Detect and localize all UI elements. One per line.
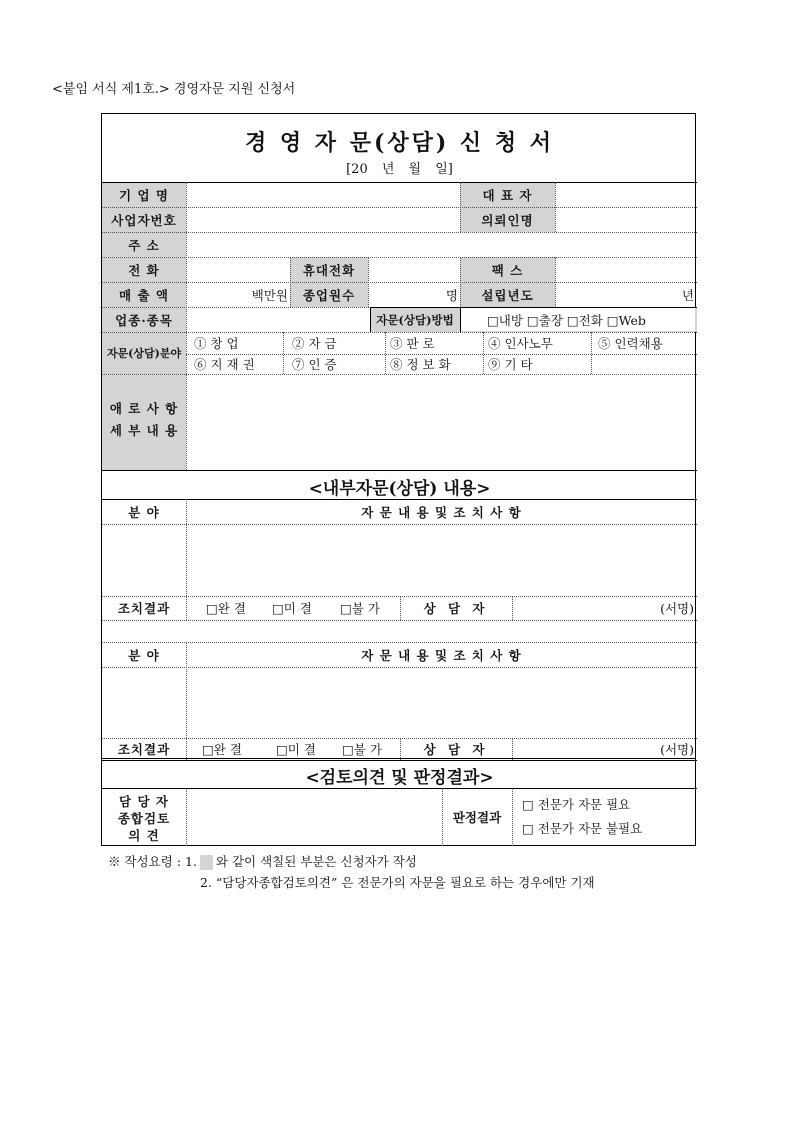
fax-field[interactable]	[556, 258, 696, 281]
field-option-9[interactable]: ⑨ 기 타	[488, 357, 533, 372]
result-1-complete[interactable]: □완 결	[206, 601, 246, 616]
field-option-7[interactable]: ⑦ 인 증	[292, 357, 337, 372]
label-field-1: 분 야	[128, 504, 160, 520]
field-option-8[interactable]: ⑧ 정 보 화	[390, 357, 451, 372]
field-option-4[interactable]: ④ 인사노무	[488, 336, 553, 351]
shade-swatch	[200, 855, 213, 870]
opinion-label-line-2: 종합검토	[117, 811, 171, 826]
decision-expert-needed[interactable]: □ 전문가 자문 필요	[522, 797, 631, 812]
label-fax: 팩 스	[491, 262, 524, 278]
label-content-2: 자 문 내 용 및 조 치 사 항	[361, 647, 522, 663]
label-employees: 종업원수	[302, 287, 356, 303]
method-options[interactable]: □내방 □출장 □전화 □Web	[487, 312, 646, 328]
label-requester: 의뢰인명	[481, 212, 534, 228]
label-representative: 대 표 자	[482, 187, 533, 203]
note-prefix: ※ 작성요령 :	[108, 854, 181, 869]
form-title: 경 영 자 문(상담) 신 청 서	[244, 130, 555, 156]
note-1-number: 1.	[184, 854, 197, 869]
note-line-2: 2. “담당자종합검토의견” 은 전문가의 자문을 필요로 하는 경우에만 기재	[200, 875, 595, 890]
result-2-complete[interactable]: □완 결	[202, 742, 242, 757]
company-name-field[interactable]	[187, 183, 459, 206]
note-1-text: 와 같이 색칠된 부분은 신청자가 작성	[215, 854, 417, 869]
internal-section-title: <내부자문(상담) 내용>	[308, 479, 491, 499]
form-caption: <붙임 서식 제1호.> 경영자문 지원 신청서	[52, 82, 296, 97]
field-input-2[interactable]	[102, 668, 186, 737]
field-option-5[interactable]: ⑤ 인력채용	[598, 336, 663, 351]
label-counselor-2: 상 담 자	[423, 742, 489, 757]
label-consult-method: 자문(상담)방법	[376, 312, 454, 327]
date-line: [20 년 월 일]	[346, 162, 453, 177]
content-input-1[interactable]	[187, 525, 696, 595]
opinion-label-line-1: 담 당 자	[119, 794, 169, 809]
label-mobile: 휴대전화	[302, 262, 356, 278]
result-2-impossible[interactable]: □불 가	[342, 742, 382, 757]
mobile-field[interactable]	[369, 258, 459, 281]
founded-unit: 년	[681, 287, 694, 303]
label-founded: 설립년도	[481, 287, 534, 303]
phone-field[interactable]	[187, 258, 289, 281]
application-form	[101, 113, 696, 759]
industry-field[interactable]	[187, 308, 369, 331]
field-option-1[interactable]: ① 창 업	[194, 336, 239, 351]
label-content-1: 자 문 내 용 및 조 치 사 항	[361, 504, 522, 520]
field-input-1[interactable]	[102, 525, 186, 595]
employees-unit: 명	[445, 287, 458, 303]
opinion-field[interactable]	[187, 789, 441, 845]
field-option-2[interactable]: ② 자 금	[292, 336, 337, 351]
business-no-field[interactable]	[187, 208, 459, 231]
label-sales: 매 출 액	[119, 287, 169, 303]
label-difficulty-2: 세 부 내 용	[109, 423, 179, 438]
label-result-1: 조치결과	[117, 601, 171, 616]
result-2-incomplete[interactable]: □미 결	[276, 742, 316, 757]
label-field-2: 분 야	[128, 647, 160, 663]
label-decision: 판정결과	[452, 810, 502, 825]
field-option-6[interactable]: ⑥ 지 재 권	[194, 357, 255, 372]
result-1-impossible[interactable]: □불 가	[340, 601, 380, 616]
sales-unit: 백만원	[251, 287, 288, 303]
review-section-title: <검토의견 및 판정결과>	[305, 768, 494, 788]
label-consult-field: 자문(상담)분야	[106, 347, 182, 360]
opinion-label-line-3: 의 견	[128, 828, 160, 843]
label-difficulty-1: 애 로 사 항	[109, 401, 179, 416]
review-section	[101, 759, 696, 846]
field-option-3[interactable]: ③ 판 로	[390, 336, 435, 351]
label-address: 주 소	[128, 237, 160, 253]
label-business-no: 사업자번호	[111, 212, 177, 228]
label-phone: 전 화	[128, 262, 160, 278]
label-industry: 업종·종목	[115, 312, 173, 328]
result-1-incomplete[interactable]: □미 결	[272, 601, 312, 616]
difficulty-detail-field[interactable]	[187, 375, 696, 469]
signature-2[interactable]: (서명)	[660, 742, 694, 757]
address-field[interactable]	[187, 233, 696, 256]
content-input-2[interactable]	[187, 668, 696, 737]
signature-1[interactable]: (서명)	[660, 601, 694, 616]
note-line-1	[108, 852, 417, 870]
label-result-2: 조치결과	[117, 742, 171, 757]
decision-expert-not-needed[interactable]: □ 전문가 자문 불필요	[522, 821, 643, 836]
requester-field[interactable]	[556, 208, 696, 231]
label-counselor-1: 상 담 자	[423, 601, 489, 616]
representative-field[interactable]	[556, 183, 696, 206]
label-company-name: 기 업 명	[119, 187, 169, 203]
